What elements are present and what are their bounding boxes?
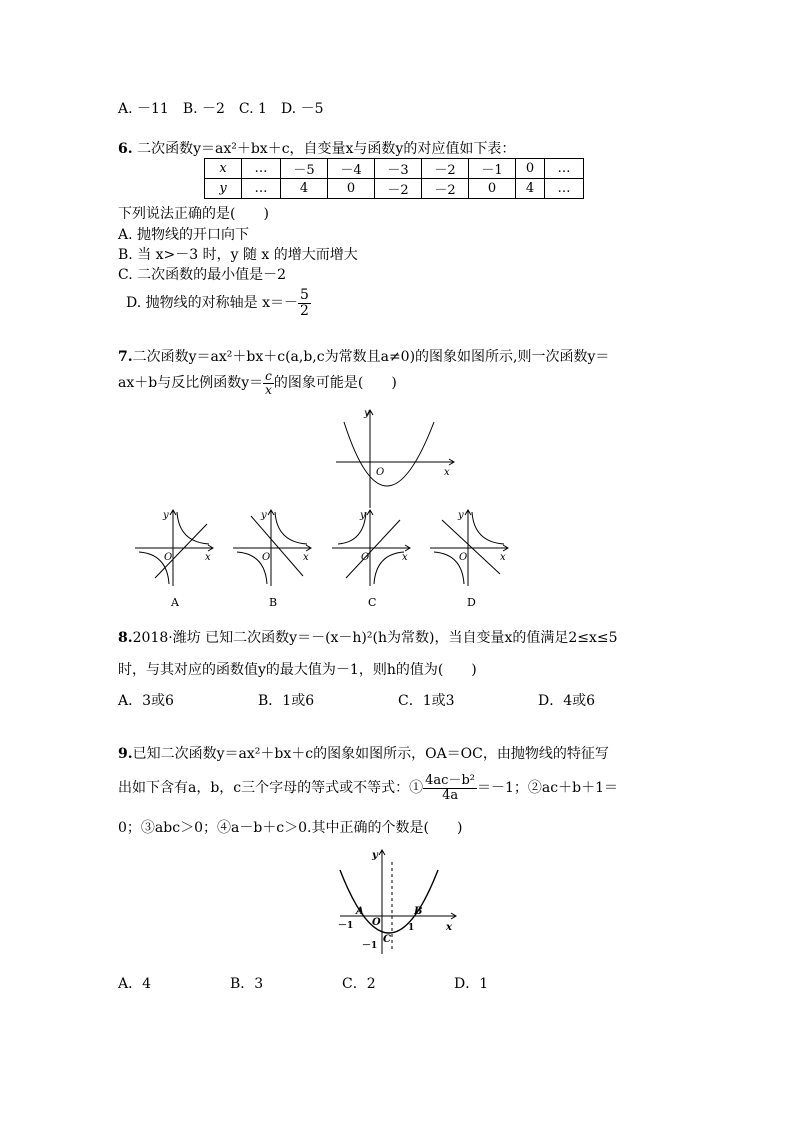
- circled-number-3: ③: [140, 820, 155, 836]
- fraction: [423, 774, 477, 802]
- q5-options: A. －11 B. －2 C. 1 D. －5: [118, 101, 324, 117]
- axis-label-x: x: [500, 552, 506, 563]
- table-cell: 0: [516, 159, 545, 179]
- q7-line2-post: 的图象可能是( ): [273, 375, 397, 392]
- table-cell: －3: [375, 159, 422, 179]
- fraction-numerator: c: [263, 370, 274, 384]
- table-cell: …: [242, 179, 281, 199]
- axis-label-y: y: [163, 510, 169, 521]
- q9-line1-text: 已知二次函数y＝ax²＋bx＋c的图象如图所示，OA＝OC，由抛物线的特征写: [132, 746, 609, 762]
- fraction-numerator: 5: [299, 287, 309, 303]
- table-cell: －5: [281, 159, 328, 179]
- q7-line2: [118, 370, 397, 396]
- axis-label-x: x: [444, 467, 450, 478]
- point-label-c: C: [383, 934, 391, 945]
- q9-option-b: B．3: [230, 976, 264, 992]
- q9-parabola-graph: [334, 846, 464, 958]
- axis-label-x: x: [303, 552, 309, 563]
- origin-label: O: [459, 552, 468, 563]
- q6-option-b: B. 当 x>－3 时，y 随 x 的增大而增大: [118, 247, 358, 263]
- fraction: [298, 288, 311, 318]
- q6-stem-text: 二次函数y＝ax²＋bx＋c，自变量x与函数y的对应值如下表：: [137, 141, 516, 157]
- q9-line3: [118, 817, 462, 837]
- q8-option-d: D．4或6: [538, 693, 596, 709]
- q9-option-a: A．4: [118, 976, 152, 992]
- table-cell: …: [545, 179, 584, 199]
- choice-label-a: A: [171, 596, 179, 609]
- table-row-y: [205, 179, 584, 199]
- tick-label-neg1-y: －1: [362, 941, 378, 951]
- q7-choice-a-graph: [133, 506, 215, 588]
- axis-label-y: y: [360, 510, 366, 521]
- axis-label-x: x: [446, 922, 452, 933]
- fraction-numerator: 4ac－b²: [425, 773, 475, 788]
- circled-number-1: ①: [409, 780, 424, 797]
- q9-line3-mid: abc＞0；: [154, 820, 217, 836]
- q9-line2: [118, 774, 618, 802]
- q7-number: 7.: [118, 349, 133, 365]
- choice-label-d: D: [467, 596, 476, 609]
- q8-line2: 时，与其对应的函数值y的最大值为－1，则h的值为( ): [118, 662, 477, 678]
- q9-line3-post: a－b＋c＞0.其中正确的个数是( ): [230, 820, 463, 836]
- q7-line1: [118, 346, 609, 366]
- q7-choice-d-graph: [428, 506, 510, 588]
- table-cell: －2: [422, 179, 469, 199]
- q9-line3-pre: 0；: [118, 820, 141, 836]
- origin-label: O: [376, 467, 385, 478]
- q7-parabola-graph: [330, 402, 470, 512]
- q7-line1-text: 二次函数y＝ax²＋bx＋c(a,b,c为常数且a≠0)的图象如图所示,则一次函数y＝: [132, 349, 610, 365]
- q9-option-d: D．1: [454, 976, 489, 992]
- q6-prompt: 下列说法正确的是( ): [118, 206, 269, 222]
- fraction-denominator: 4a: [442, 787, 459, 803]
- point-label-a: A: [356, 906, 364, 917]
- q8-option-a: A．3或6: [118, 693, 174, 709]
- q9-line1: [118, 743, 609, 763]
- table-cell: …: [545, 159, 584, 179]
- q6-option-a: A. 抛物线的开口向下: [118, 227, 250, 243]
- q6-value-table: [204, 158, 584, 199]
- table-cell: －4: [328, 159, 375, 179]
- choice-label-b: B: [269, 596, 278, 609]
- tick-label-neg1-x: －1: [338, 921, 354, 931]
- circled-number-2: ②: [527, 780, 542, 797]
- axis-label-y: y: [372, 850, 378, 861]
- parabola-curve: [340, 870, 438, 933]
- q6-option-d-text: D. 抛物线的对称轴是 x＝－: [126, 295, 298, 312]
- table-cell: －2: [422, 159, 469, 179]
- axis-label-x: x: [402, 552, 408, 563]
- table-header-y: y: [205, 179, 242, 199]
- q7-line2-pre: ax＋b与反比例函数y＝: [118, 375, 264, 392]
- q9-line2-post: ac＋b＋1＝: [541, 780, 618, 797]
- origin-label: O: [262, 552, 271, 563]
- q9-number: 9.: [118, 746, 133, 762]
- q6-option-d: [126, 288, 311, 318]
- fraction: [263, 370, 274, 396]
- q8-line1-text: 2018·潍坊 已知二次函数y＝－(x－h)²(h为常数)，当自变量x的值满足2≤x≤5: [132, 630, 618, 646]
- q9-option-c: C．2: [342, 976, 376, 992]
- q7-choice-b-graph: [231, 506, 313, 588]
- fraction-denominator: 2: [299, 302, 309, 319]
- table-cell: －2: [375, 179, 422, 199]
- fraction-denominator: x: [265, 382, 272, 397]
- q8-option-c: C．1或3: [398, 693, 455, 709]
- q7-choice-c-graph: [330, 506, 412, 588]
- q8-option-b: B．1或6: [258, 693, 315, 709]
- q8-line1: [118, 627, 618, 647]
- axis-label-y: y: [364, 408, 370, 419]
- table-header-x: x: [205, 159, 242, 179]
- point-label-b: B: [414, 906, 423, 917]
- q6-stem: [118, 138, 515, 158]
- q9-line2-pre: 出如下含有a，b，c三个字母的等式或不等式：: [118, 780, 410, 797]
- table-cell: 4: [281, 179, 328, 199]
- table-cell: …: [242, 159, 281, 179]
- origin-label: O: [372, 917, 381, 928]
- table-cell: 4: [516, 179, 545, 199]
- tick-label-1: 1: [408, 923, 415, 933]
- choice-label-c: C: [368, 596, 377, 609]
- q8-number: 8.: [118, 630, 133, 646]
- table-cell: －1: [469, 159, 516, 179]
- origin-label: O: [361, 552, 370, 563]
- origin-label: O: [164, 552, 173, 563]
- axis-label-x: x: [205, 552, 211, 563]
- table-cell: 0: [469, 179, 516, 199]
- table-cell: 0: [328, 179, 375, 199]
- circled-number-4: ④: [216, 820, 231, 836]
- q9-line2-mid: ＝－1；: [477, 780, 528, 797]
- q6-number: 6.: [118, 141, 133, 157]
- axis-label-y: y: [458, 510, 464, 521]
- table-row-x: [205, 159, 584, 179]
- q6-option-c: C. 二次函数的最小值是－2: [118, 267, 287, 283]
- parabola-curve: [344, 422, 434, 486]
- axis-label-y: y: [261, 510, 267, 521]
